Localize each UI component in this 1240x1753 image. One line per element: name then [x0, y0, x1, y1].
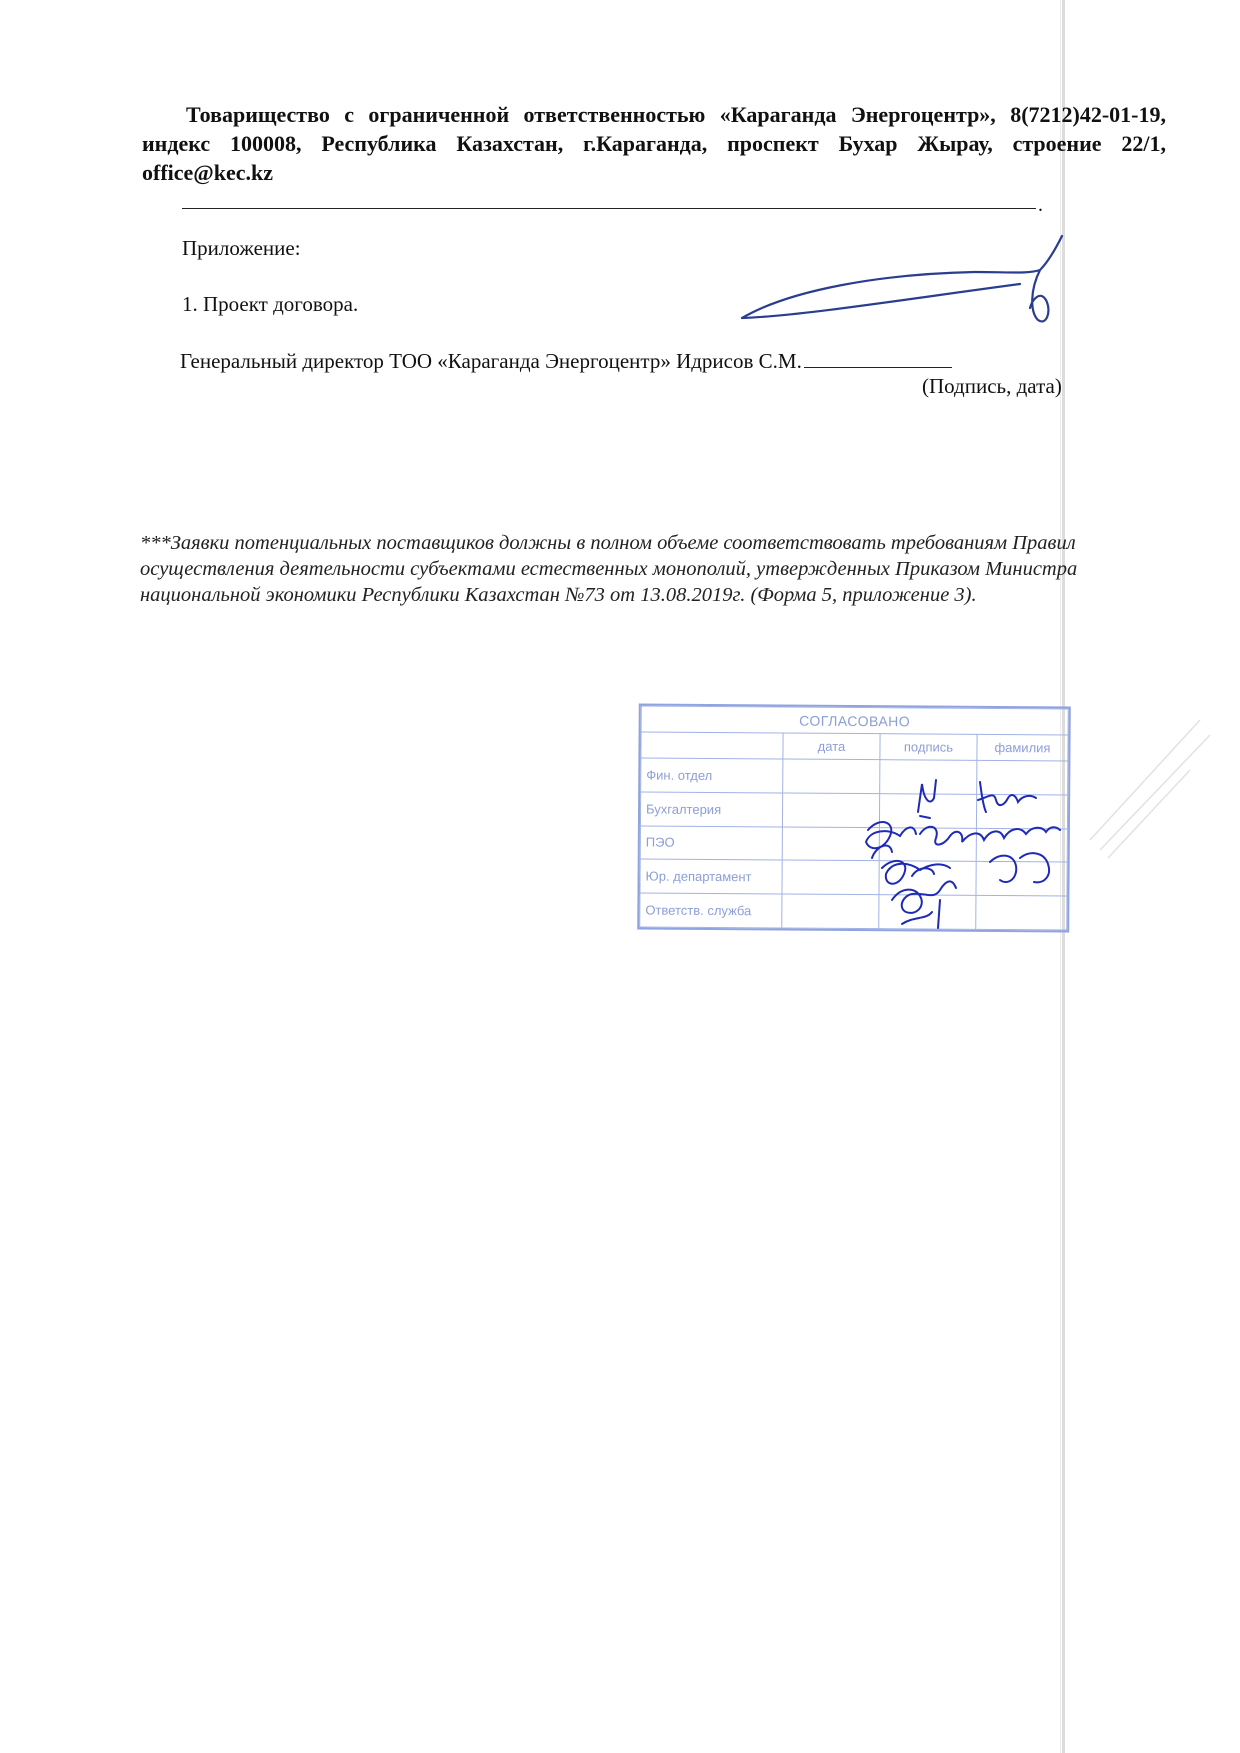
stamp-cell — [976, 862, 1067, 896]
approval-table — [639, 706, 1069, 931]
attachment-item: 1. Проект договора. — [182, 292, 359, 316]
attachments-heading: Приложение: — [182, 236, 301, 260]
department-label: ПЭО — [640, 826, 782, 861]
stamp-corner-cell — [641, 732, 783, 759]
stamp-cell — [976, 896, 1067, 930]
approval-stamp — [637, 703, 1071, 932]
fill-in-rule — [182, 208, 1036, 209]
column-header: подпись — [880, 734, 977, 761]
department-label: Бухгалтерия — [640, 792, 782, 827]
column-header: фамилия — [977, 734, 1068, 761]
stamp-cell — [782, 894, 879, 928]
rule-end-mark: . — [1038, 194, 1043, 216]
company-header: Товарищество с ограниченной ответственностью «Караганда Энергоцентр», 8(7212)42-01-19, индекс 100008, Республика Казахстан, г.Караганда, проспект Бухар Жырау, строение 22/1, office@kec.kz — [142, 102, 1166, 185]
requirements-notice: ***Заявки потенциальных поставщиков должны в полном объеме соответствовать требованиям Правил осуществления деятельности субъектами естественных монополий, утвержденных Приказом Министра национальной экономики Республики Казахстан №73 от 13.08.2019г. (Форма 5, приложение 3). — [140, 532, 1078, 606]
stamp-cell — [879, 793, 976, 827]
column-header: дата — [783, 733, 880, 760]
director-signature — [742, 236, 1062, 321]
stamp-cell — [976, 794, 1067, 828]
stamp-cell — [976, 828, 1067, 862]
stamp-title: СОГЛАСОВАНО — [641, 706, 1068, 735]
signature-caption: (Подпись, дата) — [922, 374, 1062, 398]
department-label: Юр. департамент — [640, 859, 782, 894]
department-label: Фин. отдел — [641, 758, 783, 793]
stamp-cell — [783, 759, 880, 793]
stamp-cell — [880, 760, 977, 794]
scan-artifact — [1090, 720, 1210, 858]
stamp-cell — [782, 827, 879, 861]
stamp-cell — [879, 827, 976, 861]
department-label: Ответств. служба — [640, 893, 782, 928]
signature-blank — [804, 347, 952, 368]
stamp-cell — [782, 860, 879, 894]
director-name: Генеральный директор ТОО «Караганда Энергоцентр» Идрисов С.М. — [180, 349, 802, 373]
stamp-cell — [977, 760, 1068, 794]
stamp-cell — [782, 793, 879, 827]
stamp-cell — [879, 861, 976, 895]
stamp-cell — [879, 895, 976, 929]
director-signature-line — [180, 347, 952, 374]
